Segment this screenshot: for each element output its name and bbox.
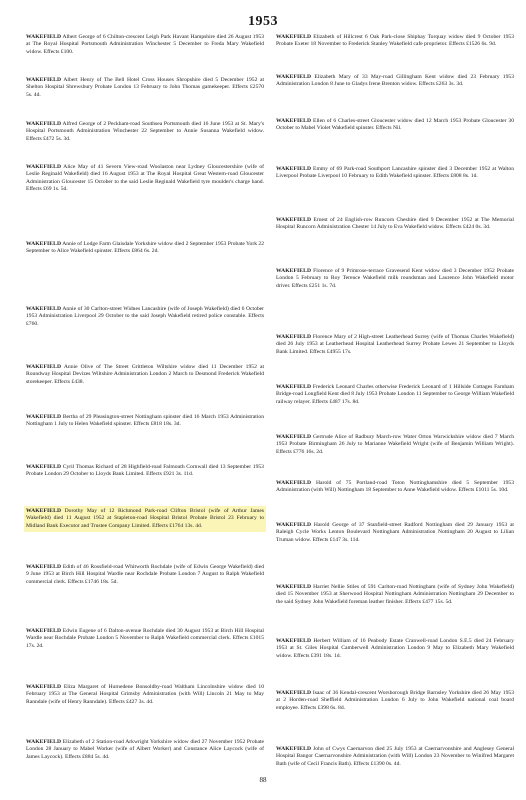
probate-entry <box>26 364 264 386</box>
probate-entry <box>26 508 264 530</box>
entry-text: Harold of 75 Portland-road Toton Nottinghamshire died 5 September 1953 Administration (with Will) Nottingham 18 September to Anne Wakefield widow. Effects £1011 5s. 10d. <box>276 480 514 494</box>
entry-surname: WAKEFIELD <box>26 628 62 634</box>
entry-surname: WAKEFIELD <box>26 464 62 470</box>
entry-text: Edwin Eugene of 6 Dalton-avenue Rochdale died 30 August 1953 at Birch Hill Hospital Wardle near Rochdale Probate London 5 November to Ralph Wakefield commercial clerk. Effects £1015 17s. 2d. <box>26 628 264 649</box>
probate-entry <box>276 166 514 181</box>
probate-entry <box>276 34 514 49</box>
entry-text: Elizabeth Mary of 33 May-road Gillingham Kent widow died 23 February 1953 Administration London 8 June to Gladys Irene Brenton widow. Effects £263 3s. 3d. <box>276 74 514 88</box>
entry-text: Dorothy May of 12 Richmond Park-road Clifton Bristol (wife of Arthur James Wakefield) died 11 August 1952 at Stapleton-road Hospital Bristol Probate Bristol 23 February to Midland Bank Executor and Trustee Company Limited. Effects £1764 13s. 4d. <box>26 508 264 529</box>
entry-surname: WAKEFIELD <box>26 164 62 170</box>
entry-surname: WAKEFIELD <box>276 690 312 696</box>
entry-text: Florence of 9 Primrose-terrace Gravesend Kent widow died 3 December 1952 Probate London 5 February to Roy Terence Wakefield milk roundsman and Laurence John Wakefield motor driver. Effects £251 1s. 7d. <box>276 268 514 289</box>
probate-entry <box>276 434 514 456</box>
entry-surname: WAKEFIELD <box>276 217 312 223</box>
entry-text: Gertrude Alice of Radbury March-row Water Orton Warwickshire widow died 7 March 1953 Probate Birmingham 26 July to Marianne Wakefield Wright (wife of Benjamin William Wright). Effects £776 16s. 2d. <box>276 434 515 455</box>
entry-text: Elizabeth of 2 Station-road Arkwright Yorkshire widow died 27 November 1952 Probate London 28 January to Mabel Worker (wife of Albert Worker) and Constance Alice Laycock (wife of James Laycock). Effects £884 5s. 4d. <box>26 739 265 760</box>
entry-text: Harold George of 37 Stanfield-street Radford Nottingham died 29 January 1953 at Raleigh Cycle Works Lenton Boulevard Nottingham Administration Nottingham 20 August to Lilian Truman widow. Effects £147 3s. 11d. <box>276 522 514 543</box>
probate-entry <box>276 334 514 356</box>
entry-text: Albert Henry of The Bell Hotel Cross Houses Shropshire died 5 December 1952 at Shelton Hospital Shrewsbury Probate London 13 February to John Thomas gamekeeper. Effects £2570 5s. 4d. <box>26 77 265 98</box>
entry-surname: WAKEFIELD <box>276 522 312 528</box>
probate-entry <box>276 746 514 768</box>
probate-entry <box>26 628 264 650</box>
entry-text: Isaac of 36 Kendal-crescent Worsborough Bridge Barnsley Yorkshire died 26 May 1953 at 2 Horden-road Sheffield Administration London 6 July to John Wakefield national coal board employee. Effects £398 6s. 8d. <box>276 690 514 711</box>
entry-surname: WAKEFIELD <box>276 118 312 124</box>
probate-entry <box>26 34 264 56</box>
probate-entry <box>26 414 264 429</box>
entry-surname: WAKEFIELD <box>26 414 62 420</box>
entry-surname: WAKEFIELD <box>26 34 62 40</box>
entry-surname: WAKEFIELD <box>26 508 62 514</box>
entry-text: Edith of 46 Rossfield-road Whitworth Rochdale (wife of Edwin George Wakefield) died 9 June 1953 at Birch Hill Hospital Wardle near Rochdale Probate London 7 August to Ralph Wakefield commercial clerk. Effects £1746 18s. 5d. <box>26 564 264 585</box>
entry-text: John of Cwys Caernarvon died 25 July 1953 at Caernarvonshire and Anglesey General Hospital Bangor Caernarvonshire Administration (with Will) London 23 November to Winifred Margaret Bath (wife of Cecil Francis Bath). Effects £1390 0s. 4d. <box>276 746 514 767</box>
probate-entry <box>26 306 264 328</box>
entry-surname: WAKEFIELD <box>276 334 312 340</box>
entry-text: Emmy of 69 Park-road Southport Lancashire spinster died 3 December 1952 at Walton Liverpool Probate Liverpool 10 February to Edith Wakefield spinster. Effects £808 8s. 1d. <box>276 166 514 180</box>
entry-text: Annie Olive of The Street Grittleton Wiltshire widow died 11 December 1952 at Roundway Hospital Devizes Wiltshire Administration London 2 March to Desmond Frederick Wakefield storekeeper. Effects £438. <box>26 364 264 385</box>
probate-entry <box>26 739 264 761</box>
entry-surname: WAKEFIELD <box>276 384 312 390</box>
entry-surname: WAKEFIELD <box>26 241 62 247</box>
entry-text: Ernest of 24 English-row Runcorn Cheshire died 9 December 1952 at The Memorial Hospital Runcorn Administration Chester 14 July to Eva Wakefield widow. Effects £424 0s. 3d. <box>276 217 514 231</box>
entry-surname: WAKEFIELD <box>26 77 62 83</box>
probate-entry <box>26 77 264 99</box>
entry-surname: WAKEFIELD <box>276 74 312 80</box>
entry-surname: WAKEFIELD <box>276 166 312 172</box>
entry-surname: WAKEFIELD <box>276 480 312 486</box>
entry-surname: WAKEFIELD <box>276 434 312 440</box>
probate-entry <box>276 690 514 712</box>
probate-entry <box>26 121 264 143</box>
entry-text: Frederick Leonard Charles otherwise Frederick Leonard of 1 Hillside Cottages Farnham Bridge-road Longfield Kent died 8 July 1953 Probate London 11 September to George William Wakefield railway relayer. Effects £487 17s. 8d. <box>276 384 514 405</box>
probate-entry <box>26 684 264 706</box>
entry-surname: WAKEFIELD <box>26 121 62 127</box>
page-year-heading: 1953 <box>248 14 278 29</box>
entry-surname: WAKEFIELD <box>26 684 62 690</box>
entry-text: Cyril Thomas Richard of 28 Highfield-road Falmouth Cornwall died 13 September 1953 Probate London 29 October to Lloyds Bank Limited. Effects £921 3s. 11d. <box>26 464 264 478</box>
entry-text: Eliza Margaret of Hurnedene Bonsoldby-road Waltham Lincolnshire widow died 10 February 1953 at The General Hospital Grimsby Administration (with Will) Lincoln 21 May to May Ranndale (wife of Henry Ranndale). Effects £427 3s. 4d. <box>26 684 264 705</box>
entry-surname: WAKEFIELD <box>276 268 312 274</box>
entry-text: Annie of Lodge Farm Glaisdale Yorkshire widow died 2 September 1953 Probate York 22 September to Alice Wakefield spinster. Effects £864 6s. 2d. <box>26 241 264 255</box>
entry-text: Elizabeth of Hillcrest 6 Oak Park-close Shiphay Torquay widow died 9 October 1953 Probate Exeter 18 November to Frederick Stanley Wakefield cafe proprietor. Effects £1526 6s. 9d. <box>276 34 515 48</box>
page-number: 88 <box>259 776 267 784</box>
entry-surname: WAKEFIELD <box>26 364 62 370</box>
entry-surname: WAKEFIELD <box>276 746 312 752</box>
probate-entry <box>276 268 514 290</box>
entry-surname: WAKEFIELD <box>26 306 62 312</box>
entry-text: Alfred George of 2 Peckham-road Southsea Portsmouth died 16 June 1953 at St. Mary's Hospital Portsmouth Administration Winchester 22 September to Annie Susanna Wakefield widow. Effects £472 5s. 3d. <box>26 121 264 142</box>
entry-text: Harriet Nellie Stiles of 591 Carlton-road Nottingham (wife of Sydney John Wakefield) died 15 November 1953 at Sherwood Hospital Nottingham Administration Nottingham 29 December to the said Sydney John Wakefield foreman leather finisher. Effects £477 15s. 5d. <box>276 584 514 605</box>
entry-text: Bertha of 29 Pleasington-street Nottingham spinster died 16 March 1953 Administration Nottingham 1 July to Helen Wakefield spinster. Effects £818 18s. 3d. <box>26 414 264 428</box>
entry-text: Albert George of 6 Chilton-crescent Leigh Park Havant Hampshire died 26 August 1953 at The Royal Hospital Portsmouth Administration Winchester 5 December to Freda Mary Wakefield widow. Effects £100. <box>26 34 264 55</box>
entry-surname: WAKEFIELD <box>26 564 62 570</box>
probate-entry <box>276 118 514 133</box>
entry-text: Annie of 30 Carlton-street Widnes Lancashire (wife of Joseph Wakefield) died 6 October 1953 Administration Liverpool 29 October to the said Joseph Wakefield retired police constable. Effects £760. <box>26 306 265 327</box>
probate-entry <box>276 584 514 606</box>
entry-text: Herbert William of 16 Peabody Estate Cranwell-road London S.E.5 died 24 February 1953 at St. Giles Hospital Camberwell Administration London 9 May to Elizabeth Mary Wakefield widow. Effects £391 18s. 1d. <box>276 638 514 659</box>
entry-text: Alice May of 41 Severn View-road Woolaston near Lydney Gloucestershire (wife of Leslie Reginald Wakefield) died 16 August 1953 at The Royal Hospital Great Western-road Gloucester Administration Gloucester 15 October to the said Leslie Reginald Wakefield tyre moulder's charge hand. Effects £69 1s. 5d. <box>26 164 264 193</box>
probate-entry <box>276 74 514 89</box>
probate-entry <box>26 241 264 256</box>
probate-entry <box>276 480 514 495</box>
probate-entry <box>276 384 514 406</box>
entry-surname: WAKEFIELD <box>276 34 312 40</box>
probate-entry <box>276 522 514 544</box>
entry-surname: WAKEFIELD <box>276 584 312 590</box>
probate-entry <box>276 638 514 660</box>
entry-text: Ellen of 6 Charles-street Gloucester widow died 12 March 1953 Probate Gloucester 30 October to Mabel Violet Wakefield spinster. Effects Nil. <box>276 118 515 132</box>
entry-surname: WAKEFIELD <box>26 739 62 745</box>
probate-entry <box>26 464 264 479</box>
probate-entry <box>26 164 264 194</box>
probate-entry <box>276 217 514 232</box>
probate-entry <box>26 564 264 586</box>
entry-text: Florence Mary of 2 High-street Leatherhead Surrey (wife of Thomas Charles Wakefield) died 26 July 1953 at Leatherhead Hospital Leatherhead Surrey Probate Lewes 21 September to Lloyds Bank Limited. Effects £4955 17s. <box>276 334 514 355</box>
entry-surname: WAKEFIELD <box>276 638 312 644</box>
